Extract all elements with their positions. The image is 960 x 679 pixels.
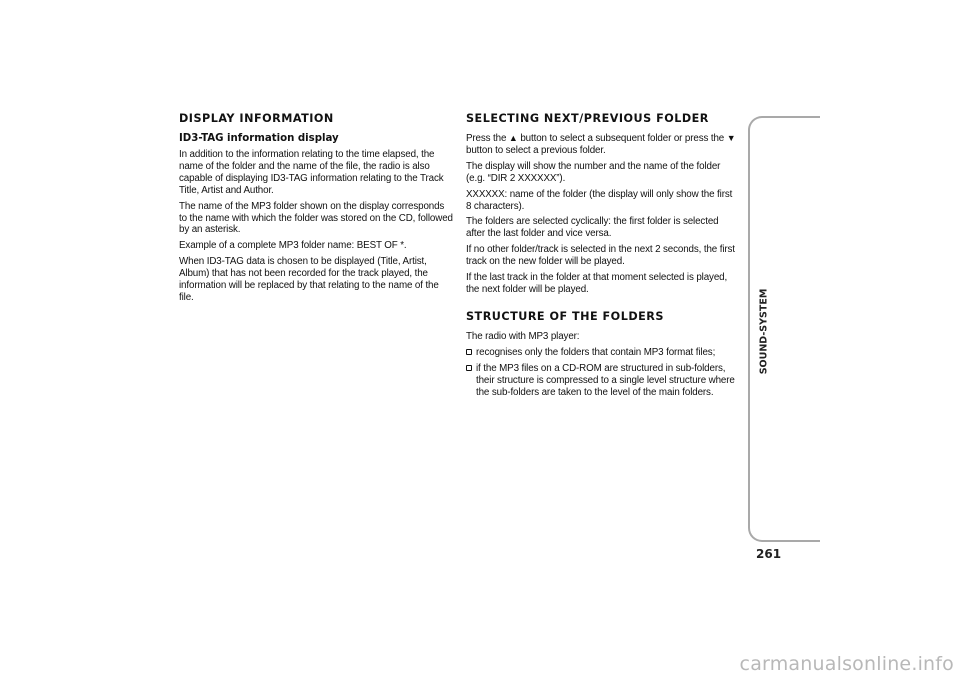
press-button-paragraph	[466, 133, 740, 157]
paragraph: If the last track in the folder at that moment selected is played, the next folder will be played.	[466, 272, 728, 295]
structure-heading: STRUCTURE OF THE FOLDERS	[466, 309, 664, 323]
right-column	[466, 112, 740, 402]
section-name: SOUND-SYSTEM	[758, 288, 770, 374]
paragraph: The folders are selected cyclically: the first folder is selected after the last folder and vice versa.	[466, 216, 719, 240]
paragraph: XXXXXX: name of the folder (the display will only show the first 8 characters).	[466, 188, 733, 212]
section-tab-label	[757, 288, 771, 374]
paragraph: Example of a complete MP3 folder name: BEST OF *.	[179, 240, 407, 252]
left-column	[179, 112, 453, 308]
checkbox-bullet-icon	[466, 365, 472, 371]
checkbox-bullet-icon	[466, 349, 472, 355]
spacer	[466, 300, 740, 310]
bullet-item	[466, 363, 740, 399]
bullet-item	[466, 347, 740, 359]
watermark: carmanualsonline.info	[739, 653, 954, 675]
intro-paragraph: The radio with MP3 player:	[466, 330, 580, 342]
down-triangle-icon: ▼	[726, 133, 736, 143]
id3-tag-subheading: ID3-TAG information display	[179, 133, 339, 144]
bullet-text: recognises only the folders that contain MP3 format files;	[476, 346, 716, 358]
paragraph: The display will show the number and the name of the folder (e.g. “DIR 2 XXXXXX”).	[466, 160, 721, 184]
paragraph: The name of the MP3 folder shown on the display corresponds to the name with which the folder was stored on the CD, followed by an asterisk.	[179, 200, 453, 236]
page-number: 261	[756, 547, 782, 561]
paragraph: When ID3-TAG data is chosen to be displayed (Title, Artist, Album) that has not been recorded for the track played, the information will be replaced by that relating to the name of the file.	[179, 256, 439, 303]
paragraph: If no other folder/track is selected in the next 2 seconds, the first track on the new folder will be played.	[466, 244, 735, 268]
display-information-heading: DISPLAY INFORMATION	[179, 112, 334, 125]
text-segment: button to select a subsequent folder or press the	[520, 133, 725, 144]
bullet-text: if the MP3 files on a CD-ROM are structured in sub-folders, their structure is compressed to a single level structure where the sub-folders are taken to the level of the main folders.	[476, 362, 735, 398]
bullet-list	[466, 347, 740, 399]
up-triangle-icon: ▲	[508, 133, 518, 143]
selecting-folder-heading: SELECTING NEXT/PREVIOUS FOLDER	[466, 112, 709, 125]
paragraph: In addition to the information relating to the time elapsed, the name of the folder and the name of the file, the radio is also capable of displaying ID3-TAG information relating to the Track Title, Artist and Author.	[179, 149, 444, 196]
text-segment: button to select a previous folder.	[466, 144, 606, 156]
text-segment: Press the	[466, 133, 507, 144]
